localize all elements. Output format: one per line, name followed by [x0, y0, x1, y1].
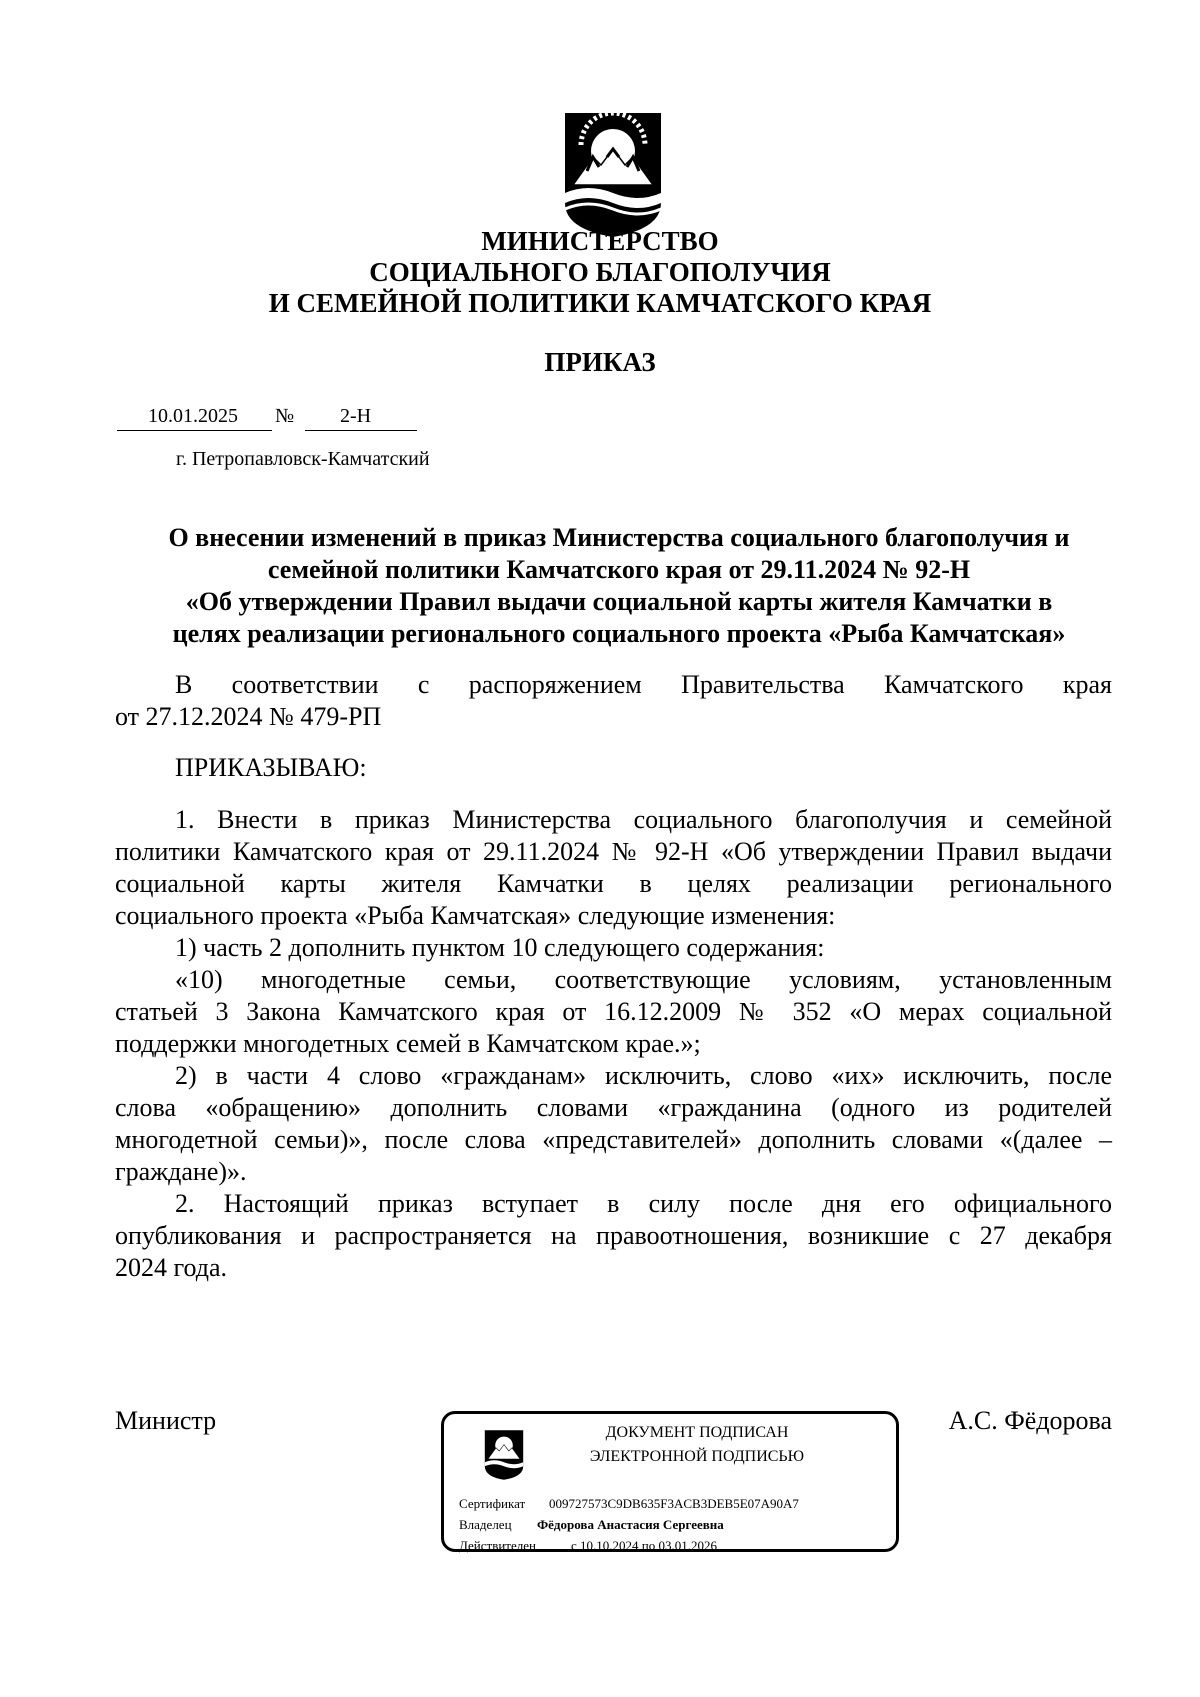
- quote-line-2: статьей 3 Закона Камчатского края от 16.12.2009 № 352 «О мерах социальной: [115, 997, 1112, 1026]
- kamchatka-coat-of-arms-emblem: [563, 111, 663, 239]
- signatory-name: А.С. Фёдорова: [948, 1406, 1112, 1435]
- stamp-owner-row: [459, 1517, 724, 1533]
- date-underline: [117, 430, 272, 431]
- electronic-signature-stamp: [441, 1411, 899, 1552]
- preamble-line-1: В соответствии с распоряжением Правительства Камчатского края: [175, 670, 1112, 699]
- document-type-title: ПРИКАЗ: [544, 347, 656, 377]
- stamp-title-line-2: ЭЛЕКТРОННОЙ ПОДПИСЬЮ: [589, 1448, 805, 1465]
- number-sign: №: [275, 405, 295, 427]
- stamp-validity-label: Действителен: [459, 1538, 536, 1553]
- quote-line-1: «10) многодетные семьи, соответствующие условиям, установленным: [175, 965, 1112, 994]
- subitem-2-line-4: граждане)».: [115, 1157, 247, 1186]
- stamp-title-line-1: ДОКУМЕНТ ПОДПИСАН: [605, 1424, 789, 1441]
- order-date: 10.01.2025: [148, 405, 238, 427]
- subitem-1: 1) часть 2 дополнить пунктом 10 следующего содержания:: [175, 933, 825, 962]
- item-1-line-4: социального проекта «Рыба Камчатская» следующие изменения:: [115, 901, 836, 930]
- stamp-validity-row: [459, 1538, 717, 1554]
- subject-line-2: семейной политики Камчатского края от 29.11.2024 № 92-Н: [267, 555, 971, 584]
- subitem-2-line-3: многодетной семьи)», после слова «представителей» дополнить словами «(далее –: [115, 1125, 1112, 1154]
- number-underline: [305, 430, 417, 431]
- subject-line-1: О внесении изменений в приказ Министерства социального благополучия и: [168, 523, 1070, 552]
- item-1-line-2: политики Камчатского края от 29.11.2024 № 92-Н «Об утверждении Правил выдачи: [115, 837, 1112, 866]
- ministry-name-line3: И СЕМЕЙНОЙ ПОЛИТИКИ КАМЧАТСКОГО КРАЯ: [268, 288, 932, 318]
- subitem-2-line-2: слова «обращению» дополнить словами «гражданина (одного из родителей: [115, 1093, 1112, 1122]
- stamp-emblem-icon: [484, 1429, 524, 1481]
- item-2-line-1: 2. Настоящий приказ вступает в силу после дня его официального: [175, 1189, 1112, 1218]
- signatory-position: Министр: [115, 1406, 217, 1435]
- stamp-certificate-value: 009727573C9DB635F3ACB3DEB5E07A90A7: [549, 1496, 799, 1511]
- place-of-issue: г. Петропавловск-Камчатский: [176, 448, 430, 470]
- item-1-line-3: социальной карты жителя Камчатки в целях реализации регионального: [115, 869, 1112, 898]
- preamble-line-2: от 27.12.2024 № 479-РП: [115, 702, 382, 731]
- subject-line-4: целях реализации регионального социального проекта «Рыба Камчатская»: [172, 619, 1066, 648]
- stamp-certificate-label: Сертификат: [459, 1496, 526, 1511]
- item-2-line-2: опубликования и распространяется на правоотношения, возникшие с 27 декабря: [115, 1221, 1112, 1250]
- order-number: 2-Н: [340, 405, 372, 427]
- order-directive: ПРИКАЗЫВАЮ:: [175, 753, 367, 782]
- stamp-validity-value: с 10.10.2024 по 03.01.2026: [571, 1538, 717, 1553]
- subitem-2-line-1: 2) в части 4 слово «гражданам» исключить, слово «их» исключить, после: [175, 1061, 1112, 1090]
- ministry-name-line2: СОЦИАЛЬНОГО БЛАГОПОЛУЧИЯ: [369, 257, 831, 287]
- ministry-name-line1: МИНИСТЕРСТВО: [481, 226, 719, 256]
- stamp-certificate-row: [459, 1496, 799, 1512]
- stamp-owner-label: Владелец: [459, 1517, 512, 1532]
- quote-line-3: поддержки многодетных семей в Камчатском крае.»;: [115, 1029, 701, 1058]
- item-1-line-1: 1. Внести в приказ Министерства социального благополучия и семейной: [175, 805, 1112, 834]
- stamp-owner-value: Фёдорова Анастасия Сергеевна: [537, 1517, 724, 1532]
- subject-line-3: «Об утверждении Правил выдачи социальной карты жителя Камчатки в: [185, 587, 1053, 616]
- item-2-line-3: 2024 года.: [115, 1253, 228, 1282]
